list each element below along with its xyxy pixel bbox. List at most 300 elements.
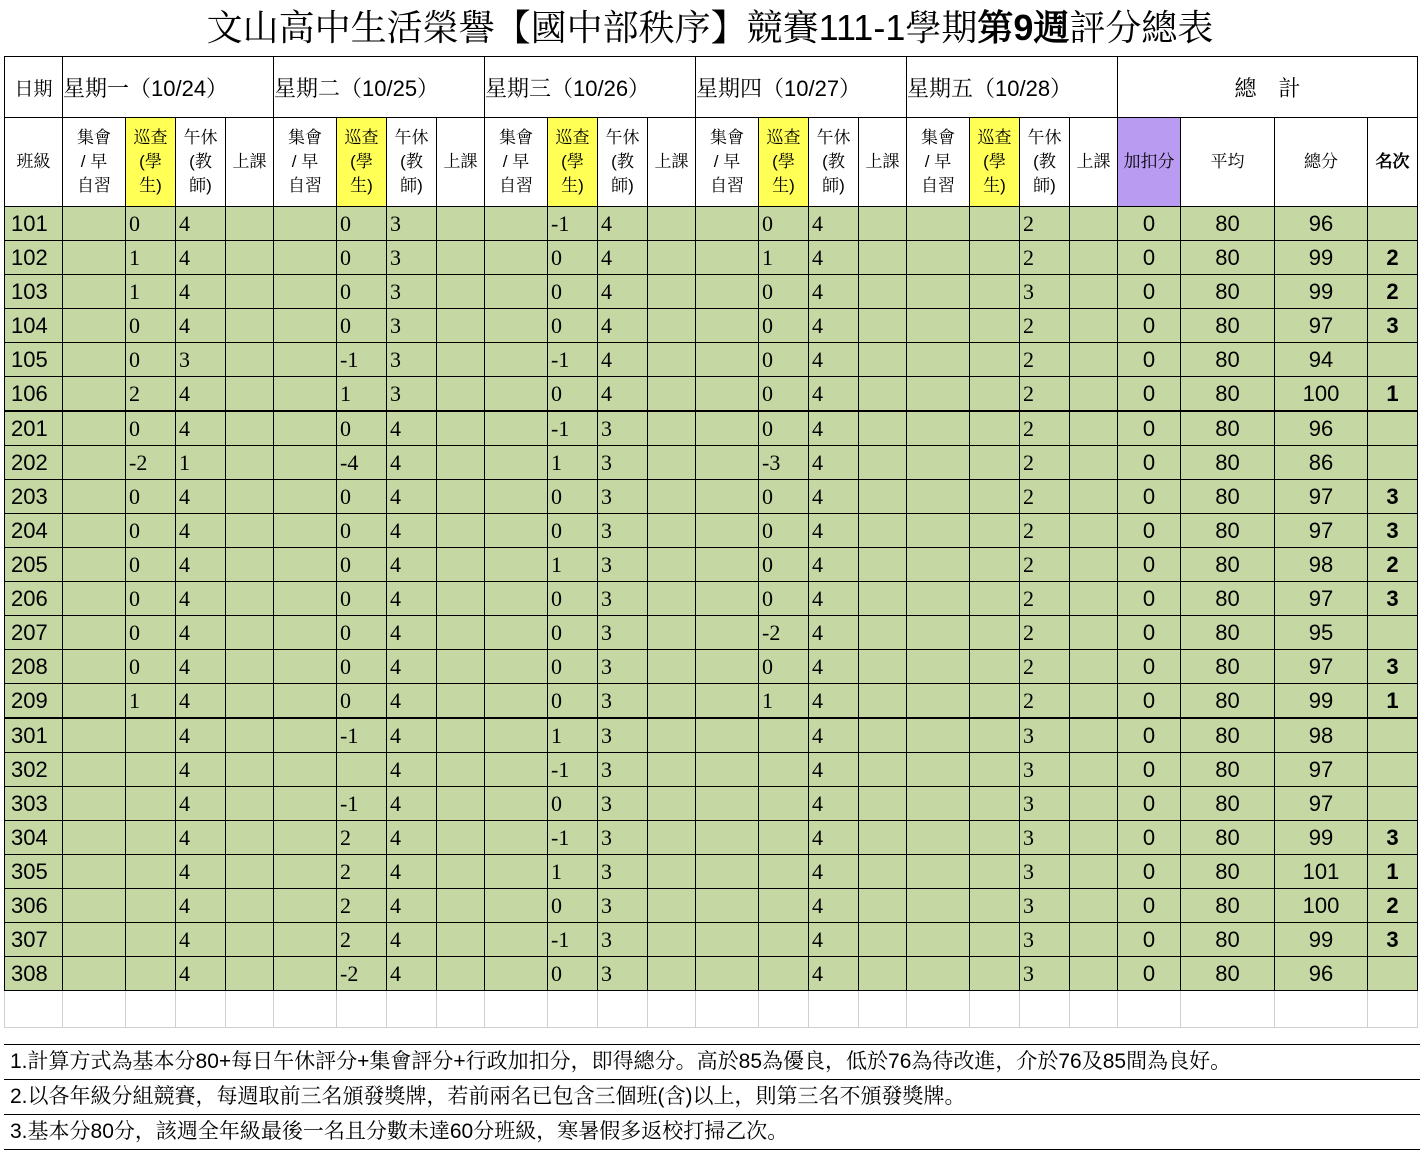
- score-cell: [126, 787, 176, 821]
- class-cell: 201: [5, 411, 63, 446]
- score-cell: [437, 207, 485, 241]
- score-cell: 1: [176, 446, 226, 480]
- score-cell: [970, 207, 1020, 241]
- score-cell: [1070, 207, 1118, 241]
- table-row: [5, 309, 1418, 343]
- score-cell: [970, 309, 1020, 343]
- rank-cell: 2: [1368, 548, 1418, 582]
- score-cell: 3: [598, 616, 648, 650]
- class-cell: 103: [5, 275, 63, 309]
- score-cell: [226, 582, 274, 616]
- score-cell: [485, 548, 548, 582]
- score-cell: [485, 207, 548, 241]
- score-cell: [274, 616, 337, 650]
- score-cell: [859, 343, 907, 377]
- score-cell: [274, 411, 337, 446]
- score-cell: [63, 889, 126, 923]
- score-cell: [226, 889, 274, 923]
- score-cell: 4: [387, 480, 437, 514]
- score-cell: [759, 753, 809, 787]
- score-cell: 4: [809, 650, 859, 684]
- score-cell: [859, 753, 907, 787]
- score-cell: [759, 821, 809, 855]
- score-cell: 4: [387, 684, 437, 719]
- rank-cell: [1368, 343, 1418, 377]
- score-cell: [759, 787, 809, 821]
- score-cell: [648, 787, 696, 821]
- bonus-cell: 0: [1118, 582, 1181, 616]
- score-cell: 4: [809, 309, 859, 343]
- score-cell: [648, 582, 696, 616]
- day-header: 星期四（10/27）: [696, 57, 907, 118]
- score-cell: 3: [598, 753, 648, 787]
- date-row: [5, 57, 1418, 118]
- score-cell: [907, 548, 970, 582]
- class-cell: 208: [5, 650, 63, 684]
- score-cell: 3: [1020, 787, 1070, 821]
- score-cell: [274, 684, 337, 719]
- score-cell: 0: [759, 343, 809, 377]
- class-cell: 305: [5, 855, 63, 889]
- empty-cell: [859, 991, 907, 1028]
- score-cell: 0: [126, 616, 176, 650]
- score-cell: [274, 582, 337, 616]
- score-cell: [226, 787, 274, 821]
- score-cell: [274, 753, 337, 787]
- score-cell: 4: [176, 718, 226, 753]
- score-cell: [63, 923, 126, 957]
- bonus-cell: 0: [1118, 275, 1181, 309]
- score-cell: [970, 753, 1020, 787]
- score-cell: [274, 787, 337, 821]
- score-cell: [648, 514, 696, 548]
- score-cell: [696, 684, 759, 719]
- score-cell: [696, 753, 759, 787]
- score-cell: [859, 275, 907, 309]
- score-cell: 4: [387, 889, 437, 923]
- score-cell: [437, 309, 485, 343]
- score-cell: [437, 377, 485, 412]
- class-cell: 106: [5, 377, 63, 412]
- empty-cell: [598, 991, 648, 1028]
- score-cell: [63, 446, 126, 480]
- score-cell: [859, 684, 907, 719]
- score-cell: -2: [337, 957, 387, 991]
- score-cell: [648, 446, 696, 480]
- score-cell: [226, 343, 274, 377]
- score-cell: 0: [337, 684, 387, 719]
- score-cell: 4: [809, 787, 859, 821]
- sub-header: 巡查 (學 生): [970, 118, 1020, 207]
- score-cell: 2: [1020, 514, 1070, 548]
- rank-cell: [1368, 957, 1418, 991]
- score-cell: 1: [548, 855, 598, 889]
- class-cell: 308: [5, 957, 63, 991]
- score-cell: [907, 207, 970, 241]
- score-cell: 2: [1020, 207, 1070, 241]
- score-cell: 4: [387, 411, 437, 446]
- avg-header: 平均: [1181, 118, 1275, 207]
- rank-header: 名次: [1368, 118, 1418, 207]
- day-header: 星期一（10/24）: [63, 57, 274, 118]
- score-cell: [274, 377, 337, 412]
- score-cell: 4: [809, 821, 859, 855]
- score-cell: [859, 377, 907, 412]
- avg-cell: 80: [1181, 548, 1275, 582]
- score-cell: [648, 855, 696, 889]
- score-cell: [970, 582, 1020, 616]
- score-cell: [63, 411, 126, 446]
- sub-header: 午休 (教 師): [387, 118, 437, 207]
- empty-cell: [907, 991, 970, 1028]
- score-cell: [970, 957, 1020, 991]
- class-cell: 202: [5, 446, 63, 480]
- score-cell: [274, 889, 337, 923]
- score-cell: 3: [598, 582, 648, 616]
- score-cell: 2: [1020, 684, 1070, 719]
- score-cell: [437, 480, 485, 514]
- score-cell: [1070, 821, 1118, 855]
- score-cell: [63, 855, 126, 889]
- score-cell: 4: [809, 207, 859, 241]
- bonus-header: 加扣分: [1118, 118, 1181, 207]
- score-cell: 3: [598, 821, 648, 855]
- bonus-cell: 0: [1118, 548, 1181, 582]
- score-cell: [970, 480, 1020, 514]
- table-row: [5, 718, 1418, 753]
- score-cell: 0: [337, 309, 387, 343]
- score-cell: 2: [1020, 343, 1070, 377]
- score-cell: 4: [176, 548, 226, 582]
- class-label: 班級: [5, 118, 63, 207]
- sub-header: 集會 / 早 自習: [907, 118, 970, 207]
- score-cell: [485, 821, 548, 855]
- score-cell: 0: [337, 548, 387, 582]
- score-cell: [274, 446, 337, 480]
- score-cell: 0: [759, 275, 809, 309]
- score-cell: 2: [1020, 616, 1070, 650]
- score-cell: [274, 275, 337, 309]
- score-cell: 0: [337, 480, 387, 514]
- score-cell: [859, 616, 907, 650]
- score-cell: [485, 377, 548, 412]
- total-cell: 97: [1275, 309, 1368, 343]
- score-cell: 0: [548, 275, 598, 309]
- score-cell: [859, 241, 907, 275]
- score-cell: 4: [809, 582, 859, 616]
- score-cell: 4: [176, 514, 226, 548]
- sub-header: 上課: [859, 118, 907, 207]
- rank-cell: 2: [1368, 241, 1418, 275]
- score-cell: [226, 446, 274, 480]
- score-cell: [648, 821, 696, 855]
- score-cell: 1: [759, 684, 809, 719]
- score-cell: 2: [1020, 582, 1070, 616]
- table-row: [5, 957, 1418, 991]
- score-cell: 4: [387, 957, 437, 991]
- day-header: 星期二（10/25）: [274, 57, 485, 118]
- score-cell: 2: [1020, 650, 1070, 684]
- score-cell: [907, 957, 970, 991]
- score-cell: [437, 684, 485, 719]
- score-cell: 3: [598, 446, 648, 480]
- score-cell: [485, 957, 548, 991]
- score-cell: [63, 787, 126, 821]
- score-cell: 0: [548, 480, 598, 514]
- bonus-cell: 0: [1118, 923, 1181, 957]
- score-cell: 0: [126, 514, 176, 548]
- score-cell: [759, 718, 809, 753]
- rank-cell: [1368, 753, 1418, 787]
- score-cell: 0: [337, 411, 387, 446]
- score-cell: 0: [548, 309, 598, 343]
- score-cell: [648, 616, 696, 650]
- score-cell: [63, 241, 126, 275]
- score-cell: [907, 514, 970, 548]
- total-cell: 97: [1275, 514, 1368, 548]
- class-cell: 105: [5, 343, 63, 377]
- score-table: [4, 56, 1418, 1028]
- score-cell: 3: [598, 855, 648, 889]
- score-cell: [485, 923, 548, 957]
- total-cell: 100: [1275, 889, 1368, 923]
- score-cell: [648, 957, 696, 991]
- sum-header: 總分: [1275, 118, 1368, 207]
- avg-cell: 80: [1181, 377, 1275, 412]
- score-cell: 4: [809, 514, 859, 548]
- score-cell: 0: [548, 514, 598, 548]
- score-cell: 4: [598, 309, 648, 343]
- score-cell: 1: [126, 241, 176, 275]
- score-cell: -1: [548, 753, 598, 787]
- empty-cell: [1118, 991, 1181, 1028]
- score-cell: [226, 718, 274, 753]
- score-cell: 4: [809, 480, 859, 514]
- score-cell: [437, 923, 485, 957]
- empty-cell: [809, 991, 859, 1028]
- total-cell: 99: [1275, 684, 1368, 719]
- score-cell: 3: [598, 957, 648, 991]
- score-cell: 3: [598, 684, 648, 719]
- sub-header: 午休 (教 師): [1020, 118, 1070, 207]
- score-cell: [907, 753, 970, 787]
- sub-header: 集會 / 早 自習: [696, 118, 759, 207]
- class-cell: 301: [5, 718, 63, 753]
- note-3: 3.基本分80分，該週全年級最後一名且分數未達60分班級，寒暑假多返校打掃乙次。: [4, 1114, 1420, 1150]
- bonus-cell: 0: [1118, 753, 1181, 787]
- bonus-cell: 0: [1118, 616, 1181, 650]
- bonus-cell: 0: [1118, 309, 1181, 343]
- bonus-cell: 0: [1118, 718, 1181, 753]
- empty-cell: [1020, 991, 1070, 1028]
- score-cell: [1070, 309, 1118, 343]
- score-cell: [1070, 753, 1118, 787]
- score-cell: [907, 855, 970, 889]
- score-cell: [907, 377, 970, 412]
- score-cell: 0: [126, 411, 176, 446]
- score-cell: [696, 548, 759, 582]
- score-cell: 0: [548, 684, 598, 719]
- bonus-cell: 0: [1118, 821, 1181, 855]
- total-cell: 98: [1275, 548, 1368, 582]
- score-cell: 1: [548, 548, 598, 582]
- empty-cell: [176, 991, 226, 1028]
- score-cell: [126, 821, 176, 855]
- total-cell: 96: [1275, 207, 1368, 241]
- score-cell: -2: [759, 616, 809, 650]
- score-cell: 4: [809, 684, 859, 719]
- table-row: [5, 377, 1418, 412]
- score-cell: 4: [176, 616, 226, 650]
- score-cell: [63, 821, 126, 855]
- score-cell: 3: [387, 377, 437, 412]
- rank-cell: 3: [1368, 821, 1418, 855]
- avg-cell: 80: [1181, 650, 1275, 684]
- table-row: [5, 548, 1418, 582]
- table-row: [5, 582, 1418, 616]
- rank-cell: [1368, 787, 1418, 821]
- score-cell: [759, 957, 809, 991]
- table-row: [5, 616, 1418, 650]
- score-cell: 4: [809, 616, 859, 650]
- score-cell: [63, 480, 126, 514]
- score-cell: [648, 411, 696, 446]
- score-cell: 4: [176, 855, 226, 889]
- score-cell: [226, 684, 274, 719]
- score-cell: 4: [809, 718, 859, 753]
- score-cell: [907, 582, 970, 616]
- total-cell: 99: [1275, 241, 1368, 275]
- rank-cell: 2: [1368, 275, 1418, 309]
- avg-cell: 80: [1181, 855, 1275, 889]
- score-cell: [1070, 684, 1118, 719]
- score-cell: 2: [1020, 309, 1070, 343]
- sub-header: 午休 (教 師): [809, 118, 859, 207]
- score-cell: [759, 923, 809, 957]
- score-cell: 3: [1020, 275, 1070, 309]
- bonus-cell: 0: [1118, 241, 1181, 275]
- class-cell: 307: [5, 923, 63, 957]
- score-cell: [696, 514, 759, 548]
- score-cell: 3: [387, 207, 437, 241]
- class-cell: 206: [5, 582, 63, 616]
- score-cell: 1: [126, 684, 176, 719]
- rank-cell: 3: [1368, 923, 1418, 957]
- score-cell: [226, 377, 274, 412]
- score-cell: 0: [126, 480, 176, 514]
- score-cell: [907, 480, 970, 514]
- score-cell: 2: [337, 923, 387, 957]
- score-cell: [63, 275, 126, 309]
- avg-cell: 80: [1181, 480, 1275, 514]
- score-cell: [907, 650, 970, 684]
- score-cell: 4: [176, 241, 226, 275]
- score-cell: 3: [1020, 957, 1070, 991]
- score-cell: [485, 787, 548, 821]
- score-cell: 4: [176, 957, 226, 991]
- rank-cell: 1: [1368, 684, 1418, 719]
- total-header: 總 計: [1118, 57, 1418, 118]
- score-cell: [485, 684, 548, 719]
- score-cell: [907, 718, 970, 753]
- empty-cell: [5, 991, 63, 1028]
- sub-header: 巡查 (學 生): [126, 118, 176, 207]
- score-cell: [970, 684, 1020, 719]
- day-header: 星期三（10/26）: [485, 57, 696, 118]
- score-cell: 3: [387, 241, 437, 275]
- empty-cell: [274, 991, 337, 1028]
- score-cell: 3: [598, 548, 648, 582]
- rank-cell: [1368, 446, 1418, 480]
- empty-cell: [437, 991, 485, 1028]
- score-cell: [437, 275, 485, 309]
- score-cell: [437, 821, 485, 855]
- day-header: 星期五（10/28）: [907, 57, 1118, 118]
- empty-cell: [970, 991, 1020, 1028]
- score-cell: 0: [126, 582, 176, 616]
- score-cell: 4: [176, 207, 226, 241]
- score-cell: [226, 241, 274, 275]
- score-cell: [274, 821, 337, 855]
- score-cell: [759, 855, 809, 889]
- score-cell: [274, 548, 337, 582]
- score-cell: [437, 650, 485, 684]
- score-cell: 0: [337, 241, 387, 275]
- score-cell: [696, 275, 759, 309]
- score-cell: 4: [809, 343, 859, 377]
- score-cell: 4: [809, 275, 859, 309]
- score-cell: [437, 411, 485, 446]
- score-cell: 4: [176, 411, 226, 446]
- score-cell: -1: [337, 718, 387, 753]
- score-cell: [1070, 275, 1118, 309]
- score-cell: -4: [337, 446, 387, 480]
- score-cell: 4: [809, 411, 859, 446]
- score-cell: [759, 889, 809, 923]
- table-row: [5, 923, 1418, 957]
- total-cell: 86: [1275, 446, 1368, 480]
- score-cell: [274, 207, 337, 241]
- score-cell: [437, 753, 485, 787]
- sub-header: 午休 (教 師): [598, 118, 648, 207]
- score-cell: [907, 787, 970, 821]
- score-cell: [274, 309, 337, 343]
- class-cell: 204: [5, 514, 63, 548]
- avg-cell: 80: [1181, 718, 1275, 753]
- score-cell: [485, 411, 548, 446]
- score-cell: 0: [126, 207, 176, 241]
- score-cell: 0: [548, 650, 598, 684]
- score-cell: [859, 718, 907, 753]
- score-cell: -1: [337, 343, 387, 377]
- score-cell: 3: [1020, 753, 1070, 787]
- score-cell: [63, 548, 126, 582]
- score-cell: 2: [126, 377, 176, 412]
- score-cell: 4: [176, 753, 226, 787]
- score-cell: [63, 582, 126, 616]
- score-cell: [859, 650, 907, 684]
- score-cell: [1070, 446, 1118, 480]
- score-cell: [1070, 377, 1118, 412]
- score-cell: [970, 889, 1020, 923]
- avg-cell: 80: [1181, 616, 1275, 650]
- score-cell: [970, 923, 1020, 957]
- score-cell: [648, 753, 696, 787]
- score-cell: 4: [387, 787, 437, 821]
- score-cell: 0: [548, 957, 598, 991]
- score-cell: [970, 548, 1020, 582]
- score-cell: 4: [387, 650, 437, 684]
